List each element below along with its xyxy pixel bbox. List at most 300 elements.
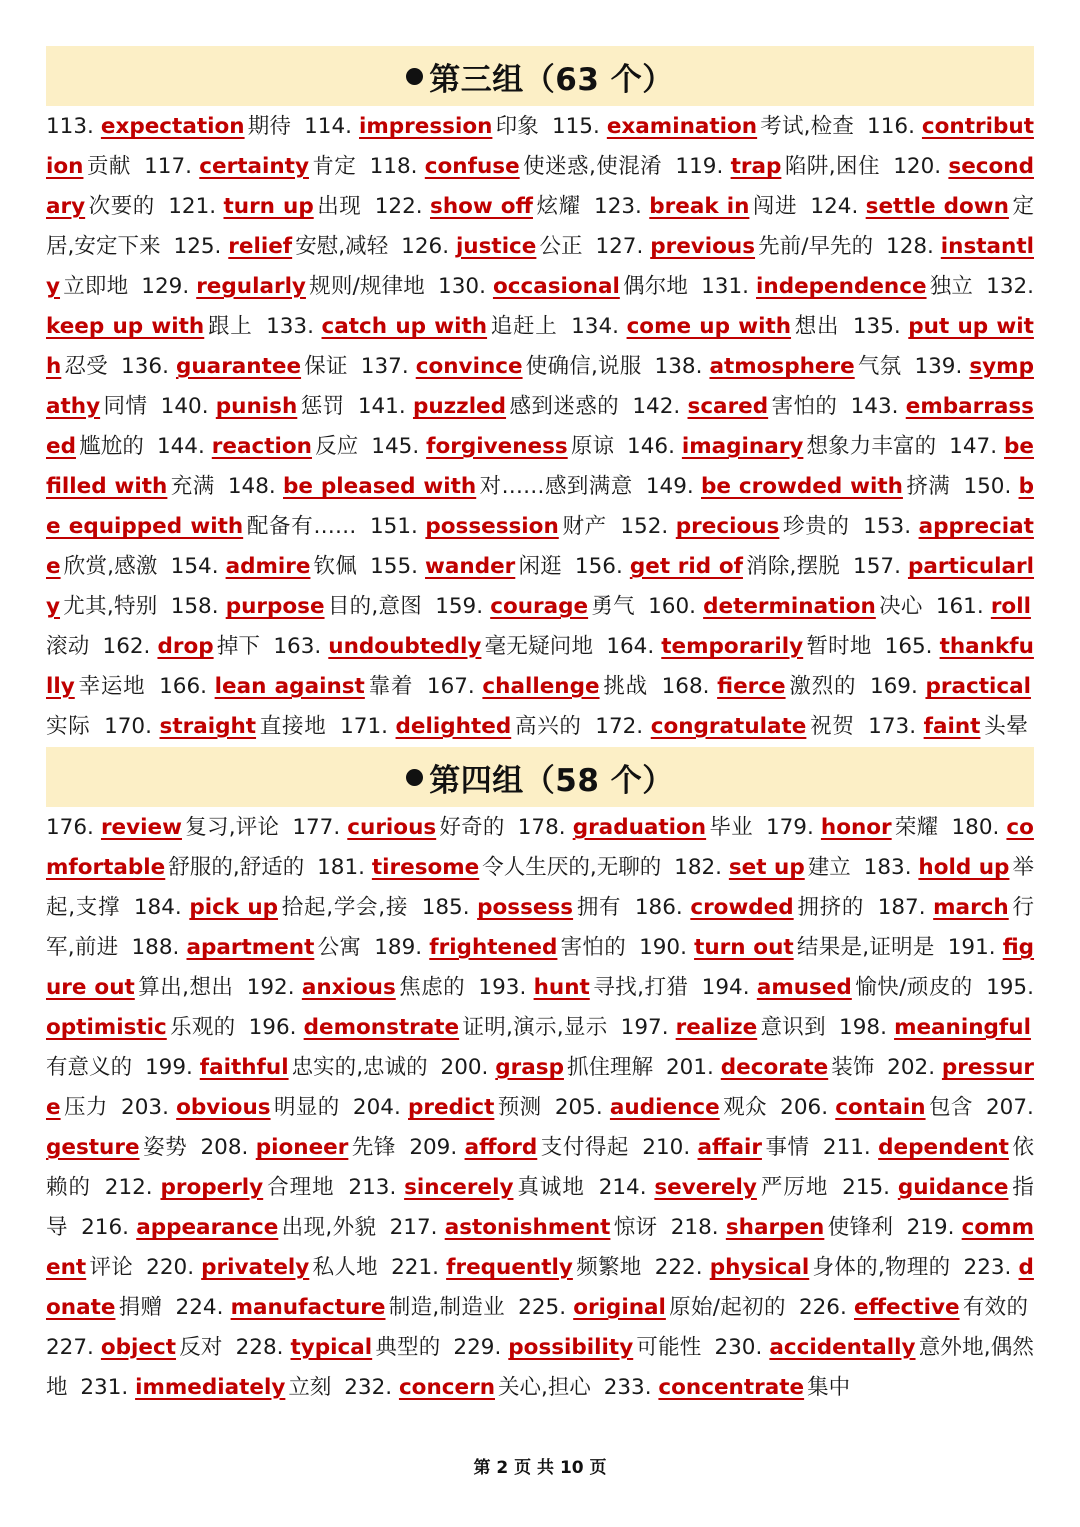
vocab-entry	[604, 1375, 856, 1400]
entry-number: 148.	[227, 474, 276, 499]
entry-word: confuse	[424, 154, 520, 179]
vocab-entry	[375, 194, 587, 219]
vocab-entry	[340, 714, 588, 739]
entry-number: 183.	[863, 855, 912, 880]
entry-number: 167.	[426, 674, 475, 699]
entry-word: immediately	[135, 1375, 286, 1400]
vocab-entry	[348, 1175, 590, 1200]
entry-word: gesture	[46, 1135, 140, 1160]
entry-word: possibility	[508, 1335, 634, 1360]
entry-number: 204.	[352, 1095, 401, 1120]
vocab-entry	[606, 634, 877, 659]
vocab-entry	[427, 674, 654, 699]
entry-number: 127.	[595, 234, 644, 259]
entry-meaning: 消除,摆脱	[745, 554, 840, 579]
entry-number: 113.	[46, 114, 94, 139]
entry-number: 138.	[654, 354, 703, 379]
entry-number: 214.	[598, 1175, 647, 1200]
entry-number: 233.	[603, 1375, 652, 1400]
entry-number: 163.	[273, 634, 322, 659]
entry-meaning: 使迷惑,使混淆	[522, 154, 663, 179]
entry-word: effective	[853, 1295, 960, 1320]
entry-word: obvious	[176, 1095, 271, 1120]
entry-meaning: 建立	[807, 855, 851, 880]
entry-number: 119.	[675, 154, 724, 179]
entry-word: donate	[46, 1255, 1034, 1320]
entry-word: affair	[697, 1135, 762, 1160]
entry-number: 147.	[949, 434, 998, 459]
entry-number: 161.	[935, 594, 984, 619]
entry-word: set up	[728, 855, 805, 880]
entry-number: 215.	[842, 1175, 891, 1200]
entry-meaning: 舒服的,舒适的	[168, 855, 305, 880]
entry-word: sincerely	[404, 1175, 514, 1200]
entry-meaning: 配备有……	[246, 514, 357, 539]
entry-word: previous	[650, 234, 756, 259]
entry-number: 115.	[551, 114, 600, 139]
entry-word: justice	[455, 234, 537, 259]
entry-word: crowded	[690, 895, 794, 920]
entry-number: 218.	[670, 1215, 719, 1240]
entry-number: 201.	[665, 1055, 714, 1080]
entry-word: grasp	[495, 1055, 564, 1080]
vocab-entry	[674, 855, 857, 880]
entry-meaning: 高兴的	[514, 714, 582, 739]
entry-word: frequently	[446, 1255, 573, 1280]
entry-number: 178.	[517, 815, 566, 840]
entry-meaning: 炫耀	[535, 194, 581, 219]
entry-word: certainty	[199, 154, 309, 179]
vocab-entry	[648, 594, 929, 619]
vocab-entry	[121, 1095, 346, 1120]
vocab-entry	[655, 354, 908, 379]
entry-number: 126.	[401, 234, 450, 259]
entry-number: 188.	[131, 935, 180, 960]
entry-number: 125.	[173, 234, 222, 259]
vocab-entry	[435, 594, 641, 619]
entry-number: 208.	[200, 1135, 249, 1160]
entry-meaning: 充满	[170, 474, 215, 499]
entry-meaning: 同情	[103, 394, 148, 419]
section-header-group-3	[46, 46, 1034, 106]
entry-word: trap	[730, 154, 782, 179]
entry-meaning: 掉下	[216, 634, 261, 659]
entry-number: 205.	[554, 1095, 603, 1120]
entry-meaning: 抓住理解	[566, 1055, 654, 1080]
entry-meaning: 毕业	[709, 815, 753, 840]
entry-number: 151.	[369, 514, 418, 539]
vocab-entry	[391, 1255, 647, 1280]
entry-meaning: 频繁地	[575, 1255, 642, 1280]
vocab-entry	[273, 634, 599, 659]
entry-word: pressure	[46, 1055, 1035, 1120]
entry-meaning: 关心,担心	[498, 1375, 591, 1400]
vocab-entry	[646, 474, 956, 499]
vocab-entry	[80, 1375, 337, 1400]
entry-word: amused	[756, 975, 852, 1000]
entry-word: drop	[157, 634, 214, 659]
entry-word: contribution	[46, 114, 1034, 179]
entry-meaning: 出现,外貌	[281, 1215, 377, 1240]
entry-meaning: 珍贵的	[782, 514, 850, 539]
vocab-entry	[292, 815, 510, 840]
entry-word: frightened	[429, 935, 558, 960]
vocab-entry	[168, 194, 367, 219]
entry-meaning: 决心	[878, 594, 923, 619]
vocab-entry	[228, 474, 639, 499]
entry-meaning: 拥挤的	[796, 895, 865, 920]
entry-word: show off	[430, 194, 533, 219]
vocab-entry	[370, 554, 568, 579]
entry-number: 195.	[986, 975, 1034, 1000]
entry-number: 217.	[389, 1215, 438, 1240]
vocab-entry	[868, 714, 1034, 739]
entry-number: 173.	[868, 714, 917, 739]
entry-number: 160.	[648, 594, 696, 619]
entry-number: 184.	[133, 895, 182, 920]
bullet-icon	[406, 68, 423, 85]
section-title: 第四组（58 个）	[429, 762, 674, 799]
entry-number: 194.	[701, 975, 750, 1000]
vocab-entry	[390, 1215, 664, 1240]
entry-word: manufacture	[230, 1295, 386, 1320]
entry-word: be crowded with	[701, 474, 903, 499]
entry-word: wander	[425, 554, 516, 579]
entry-meaning: 追赶上	[490, 314, 558, 339]
entry-number: 165.	[884, 634, 933, 659]
entry-meaning: 立即地	[63, 274, 129, 299]
vocab-entry	[46, 815, 285, 840]
entry-meaning: 独立	[929, 274, 974, 299]
entry-meaning: 集中	[807, 1375, 851, 1400]
entry-number: 169.	[869, 674, 918, 699]
entry-word: secondary	[46, 154, 1034, 219]
vocab-entry	[662, 674, 863, 699]
entry-word: sharpen	[725, 1215, 825, 1240]
entry-meaning: 先前/早先的	[758, 234, 874, 259]
entry-word: physical	[709, 1255, 810, 1280]
section-header-group-4	[46, 747, 1034, 807]
entry-word: hold up	[918, 855, 1010, 880]
entry-word: hunt	[533, 975, 590, 1000]
entry-meaning: 原谅	[570, 434, 615, 459]
entry-number: 209.	[409, 1135, 458, 1160]
entry-number: 170.	[104, 714, 152, 739]
entry-number: 145.	[371, 434, 420, 459]
entry-word: impression	[359, 114, 493, 139]
entry-number: 210.	[642, 1135, 691, 1160]
entry-meaning: 陷阱,困住	[784, 154, 880, 179]
vocab-entry	[438, 274, 694, 299]
entry-meaning: 安慰,减轻	[295, 234, 389, 259]
vocab-entry	[780, 1095, 979, 1120]
section-title: 第三组（63 个）	[429, 61, 674, 98]
vocab-entry	[675, 154, 886, 179]
entry-word: meaningful	[894, 1015, 1031, 1040]
entry-word: possess	[477, 895, 574, 920]
entry-meaning: 考试,检查	[760, 114, 855, 139]
vocab-entry	[666, 1055, 880, 1080]
entry-word: instantly	[46, 234, 1034, 299]
entry-meaning: 忠实的,忠诚的	[291, 1055, 428, 1080]
vocab-entry	[478, 975, 694, 1000]
entry-number: 124.	[810, 194, 859, 219]
vocab-entry	[159, 674, 419, 699]
vocab-entry	[361, 354, 648, 379]
vocab-entry	[422, 895, 628, 920]
entry-meaning: 立刻	[288, 1375, 332, 1400]
entry-word: accidentally	[769, 1335, 916, 1360]
entry-meaning: 好奇的	[439, 815, 505, 840]
entry-number: 192.	[246, 975, 295, 1000]
entry-word: thankfully	[46, 634, 1034, 699]
entry-word: curious	[347, 815, 437, 840]
entry-number: 154.	[170, 554, 219, 579]
entry-number: 117.	[144, 154, 192, 179]
vocab-entry	[595, 234, 879, 259]
entry-meaning: 明显的	[273, 1095, 340, 1120]
entry-meaning: 意外地,偶然地	[46, 1335, 1034, 1400]
entry-number: 191.	[947, 935, 996, 960]
entry-number: 158.	[170, 594, 219, 619]
vocab-entry	[575, 554, 846, 579]
entry-number: 149.	[645, 474, 694, 499]
entry-meaning: 荣耀	[894, 815, 939, 840]
entry-meaning: 直接地	[259, 714, 327, 739]
vocab-list-group-3	[46, 107, 1034, 787]
entry-meaning: 害怕的	[560, 935, 626, 960]
entry-meaning: 勇气	[591, 594, 635, 619]
entry-number: 171.	[340, 714, 388, 739]
entry-meaning: 规则/规律地	[308, 274, 425, 299]
vocab-entry	[358, 394, 625, 419]
entry-meaning: 乐观的	[169, 1015, 236, 1040]
vocab-entry	[141, 274, 431, 299]
entry-meaning: 贡献	[86, 154, 131, 179]
entry-meaning: 事情	[764, 1135, 810, 1160]
entry-word: lean against	[214, 674, 365, 699]
entry-number: 116.	[867, 114, 915, 139]
entry-word: expectation	[100, 114, 245, 139]
entry-word: admire	[225, 554, 311, 579]
entry-word: dependent	[878, 1135, 1009, 1160]
entry-meaning: 有效的	[962, 1295, 1028, 1320]
entry-number: 220.	[146, 1255, 195, 1280]
entry-meaning: 合理地	[266, 1175, 335, 1200]
entry-word: privately	[201, 1255, 310, 1280]
entry-meaning: 使锋利	[827, 1215, 894, 1240]
vocab-entry	[518, 1295, 792, 1320]
entry-number: 199.	[144, 1055, 193, 1080]
entry-number: 232.	[344, 1375, 393, 1400]
entry-word: figure out	[46, 935, 1035, 1000]
entry-meaning: 头晕	[983, 714, 1028, 739]
entry-word: appearance	[136, 1215, 279, 1240]
entry-meaning: 姿势	[142, 1135, 188, 1160]
entry-word: possession	[425, 514, 559, 539]
entry-word: break in	[649, 194, 750, 219]
entry-number: 212.	[104, 1175, 153, 1200]
entry-meaning: 装饰	[831, 1055, 875, 1080]
entry-word: challenge	[482, 674, 600, 699]
entry-meaning: 反对	[179, 1335, 223, 1360]
entry-word: apartment	[186, 935, 315, 960]
entry-number: 216.	[81, 1215, 129, 1240]
entry-word: astonishment	[444, 1215, 611, 1240]
bullet-icon	[406, 769, 423, 786]
entry-meaning: 压力	[63, 1095, 108, 1120]
entry-meaning: 感到迷惑的	[509, 394, 620, 419]
entry-word: object	[100, 1335, 177, 1360]
entry-word: atmosphere	[709, 354, 855, 379]
vocab-entry	[247, 975, 471, 1000]
entry-meaning: 闲逛	[518, 554, 562, 579]
entry-number: 121.	[168, 194, 217, 219]
entry-word: catch up with	[321, 314, 488, 339]
entry-number: 227.	[46, 1335, 94, 1360]
entry-number: 224.	[175, 1295, 224, 1320]
entry-number: 203.	[121, 1095, 169, 1120]
vocab-entry	[236, 1335, 447, 1360]
vocab-entry	[121, 354, 354, 379]
entry-number: 223.	[963, 1255, 1012, 1280]
entry-number: 230.	[714, 1335, 763, 1360]
entry-meaning: 忍受	[64, 354, 108, 379]
entry-meaning: 结果是,证明是	[796, 935, 935, 960]
vocab-entry	[766, 815, 944, 840]
entry-number: 152.	[620, 514, 669, 539]
entry-number: 137.	[360, 354, 409, 379]
vocab-entry	[317, 855, 667, 880]
entry-meaning: 幸运地	[77, 674, 146, 699]
entry-word: reaction	[211, 434, 312, 459]
vocab-entry	[174, 234, 395, 259]
vocab-entry	[620, 514, 855, 539]
entry-meaning: 想出	[794, 314, 840, 339]
entry-meaning: 寻找,打猎	[592, 975, 689, 1000]
entry-word: march	[933, 895, 1009, 920]
entry-meaning: 身体的,物理的	[812, 1255, 951, 1280]
vocab-entry	[671, 1215, 900, 1240]
vocab-entry	[655, 1255, 957, 1280]
vocab-entry	[370, 154, 669, 179]
entry-meaning: 跟上	[207, 314, 253, 339]
entry-meaning: 公寓	[317, 935, 362, 960]
entry-word: delighted	[395, 714, 512, 739]
vocab-entry	[441, 1055, 660, 1080]
entry-meaning: 评论	[89, 1255, 134, 1280]
entry-meaning: 闯进	[752, 194, 798, 219]
vocab-entry	[103, 634, 267, 659]
entry-word: honor	[820, 815, 892, 840]
entry-word: guidance	[897, 1175, 1009, 1200]
entry-word: turn out	[694, 935, 794, 960]
entry-number: 182.	[674, 855, 723, 880]
entry-word: predict	[408, 1095, 495, 1120]
entry-meaning: 证明,演示,显示	[462, 1015, 608, 1040]
entry-word: faint	[923, 714, 981, 739]
entry-meaning: 偶尔地	[622, 274, 689, 299]
entry-meaning: 定居,安定下来	[46, 194, 1034, 259]
entry-meaning: 实际	[46, 714, 91, 739]
entry-meaning: 挑战	[602, 674, 648, 699]
entry-meaning: 尴尬的	[78, 434, 144, 459]
entry-meaning: 愉快/顽皮的	[854, 975, 973, 1000]
entry-word: straight	[159, 714, 257, 739]
vocab-entry	[371, 434, 620, 459]
vocab-entry	[632, 394, 843, 419]
entry-meaning: 行军,前进	[46, 895, 1034, 960]
vocab-entry	[81, 1215, 382, 1240]
entry-meaning: 欣赏,感激	[63, 554, 158, 579]
entry-number: 114.	[304, 114, 352, 139]
entry-meaning: 真诚地	[516, 1175, 585, 1200]
entry-number: 135.	[852, 314, 901, 339]
entry-word: puzzled	[412, 394, 507, 419]
vocab-entry	[599, 1175, 835, 1200]
entry-word: optimistic	[46, 1015, 167, 1040]
entry-word: tiresome	[371, 855, 480, 880]
entry-meaning: 反应	[314, 434, 359, 459]
entry-meaning: 目的,意图	[327, 594, 423, 619]
entry-word: contain	[835, 1095, 926, 1120]
entry-word: severely	[654, 1175, 757, 1200]
entry-number: 186.	[634, 895, 683, 920]
entry-word: scared	[687, 394, 769, 419]
entry-word: undoubtedly	[328, 634, 482, 659]
page-footer: 第 2 页 共 10 页	[473, 1458, 607, 1478]
entry-meaning: 想象力丰富的	[806, 434, 937, 459]
entry-meaning: 有意义的	[46, 1055, 133, 1080]
entry-meaning: 公正	[539, 234, 583, 259]
vocab-entry	[132, 935, 368, 960]
entry-meaning: 祝贺	[809, 714, 855, 739]
entry-number: 180.	[951, 815, 1000, 840]
entry-number: 196.	[248, 1015, 297, 1040]
vocab-entry	[104, 714, 332, 739]
entry-meaning: 制造,制造业	[388, 1295, 505, 1320]
vocab-entry	[701, 274, 979, 299]
entry-number: 162.	[102, 634, 151, 659]
entry-meaning: 气氛	[857, 354, 902, 379]
entry-word: examination	[606, 114, 758, 139]
entry-meaning: 包含	[928, 1095, 973, 1120]
vocab-entry	[555, 1095, 773, 1120]
entry-word: regularly	[196, 274, 306, 299]
entry-number: 172.	[595, 714, 644, 739]
entry-number: 225.	[518, 1295, 567, 1320]
entry-word: comfortable	[46, 815, 1034, 880]
entry-word: be pleased with	[283, 474, 477, 499]
entry-word: determination	[703, 594, 876, 619]
entry-number: 130.	[438, 274, 486, 299]
entry-word: pick up	[189, 895, 279, 920]
entry-word: sympathy	[46, 354, 1034, 419]
entry-word: original	[573, 1295, 666, 1320]
entry-word: practical	[925, 674, 1031, 699]
entry-word: concentrate	[658, 1375, 805, 1400]
entry-number: 177.	[292, 815, 341, 840]
entry-number: 219.	[906, 1215, 955, 1240]
vocab-entry	[144, 154, 362, 179]
entry-number: 132.	[986, 274, 1035, 299]
entry-meaning: 使确信,说服	[525, 354, 642, 379]
entry-meaning: 期待	[247, 114, 292, 139]
vocab-entry	[799, 1295, 1034, 1320]
entry-number: 187.	[877, 895, 926, 920]
vocab-list-group-4	[46, 808, 1034, 1408]
entry-word: punish	[215, 394, 298, 419]
